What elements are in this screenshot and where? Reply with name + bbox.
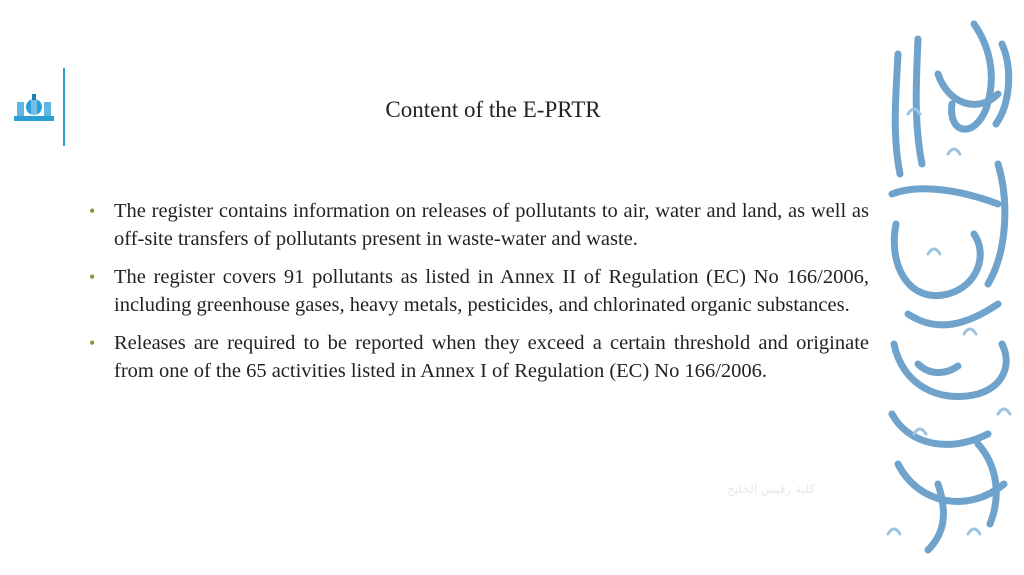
bullet-text: Releases are required to be reported when they exceed a certain threshold and originate from one of the 65 activities listed in Annex I of Regulation (EC) No 166/2006. [114, 332, 869, 382]
bullet-item [89, 329, 869, 385]
arabic-calligraphy-icon [878, 14, 1024, 562]
bullet-icon: • [89, 267, 96, 287]
bullet-text: The register covers 91 pollutants as listed in Annex II of Regulation (EC) No 166/2006, including greenhouse gases, heavy metals, pesticides, and chlorinated organic substances. [114, 266, 869, 316]
bullet-icon: • [89, 333, 96, 353]
bullet-text: The register contains information on releases of pollutants to air, water and land, as well as off-site transfers of pollutants present in waste-water and waste. [114, 200, 869, 250]
bullet-icon: • [89, 201, 96, 221]
slide-title: Content of the E-PRTR [385, 97, 601, 122]
bullet-list [89, 197, 869, 395]
bullet-item [89, 197, 869, 253]
bullet-item [89, 263, 869, 319]
watermark-text: كلية رفيس الخليج [727, 482, 815, 496]
